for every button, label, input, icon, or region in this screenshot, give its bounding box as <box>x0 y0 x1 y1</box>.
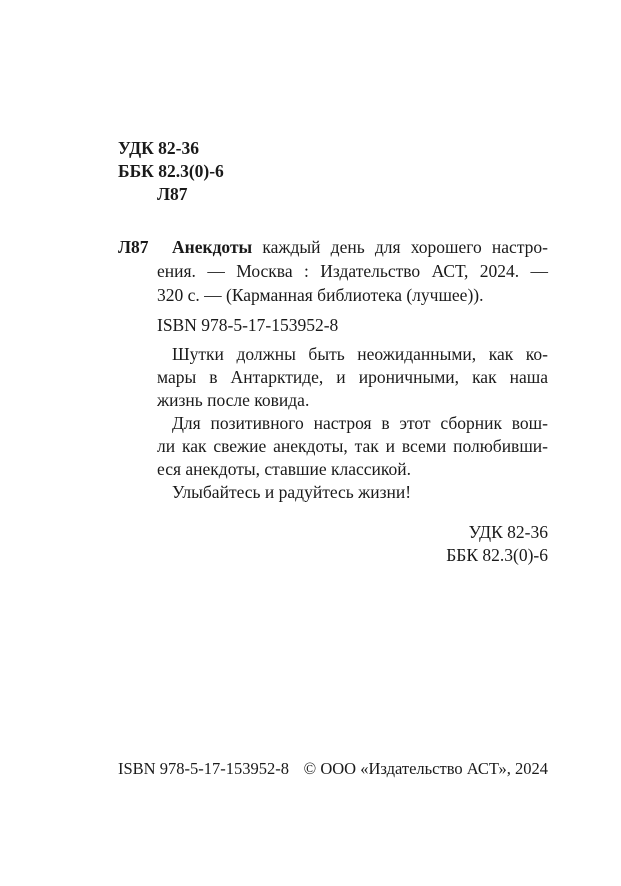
annotation-p1-line-2: мары в Антарктиде, и ироничными, как наша <box>157 367 548 387</box>
record-line-1 <box>172 236 548 258</box>
annotation-p2-line-2: ли как свежие анекдоты, так и всеми полюбивши- <box>157 436 548 456</box>
record-mark: Л87 <box>118 237 149 257</box>
bbk-code: ББК 82.3(0)-6 <box>118 161 224 181</box>
record-line-2: ения. — Москва : Издательство АСТ, 2024. — <box>157 261 548 281</box>
udk-code: УДК 82-36 <box>118 138 200 158</box>
record-line-3: 320 с. — (Карманная библиотека (лучшее)). <box>157 285 484 305</box>
annotation-p1-line-1: Шутки должны быть неожиданными, как ко- <box>172 344 548 364</box>
annotation-p3-line-1: Улыбайтесь и радуйтесь жизни! <box>172 482 412 502</box>
annotation-p2-line-1: Для позитивного настроя в этот сборник вош- <box>172 413 548 433</box>
imprint-isbn: ISBN 978-5-17-153952-8 <box>118 759 289 778</box>
author-mark: Л87 <box>157 184 188 204</box>
annotation-p2-line-3: еся анекдоты, ставшие классикой. <box>157 459 412 479</box>
record-line-1-text: каждый день для хорошего настро- <box>262 237 549 257</box>
record-title: Анекдоты <box>172 237 253 257</box>
footer-bbk-code: ББК 82.3(0)-6 <box>446 545 548 565</box>
record-isbn: ISBN 978-5-17-153952-8 <box>157 315 339 335</box>
annotation-p1-line-3: жизнь после ковида. <box>157 390 310 410</box>
footer-udk-code: УДК 82-36 <box>468 522 548 542</box>
copyright-notice: © ООО «Издательство АСТ», 2024 <box>303 759 548 778</box>
